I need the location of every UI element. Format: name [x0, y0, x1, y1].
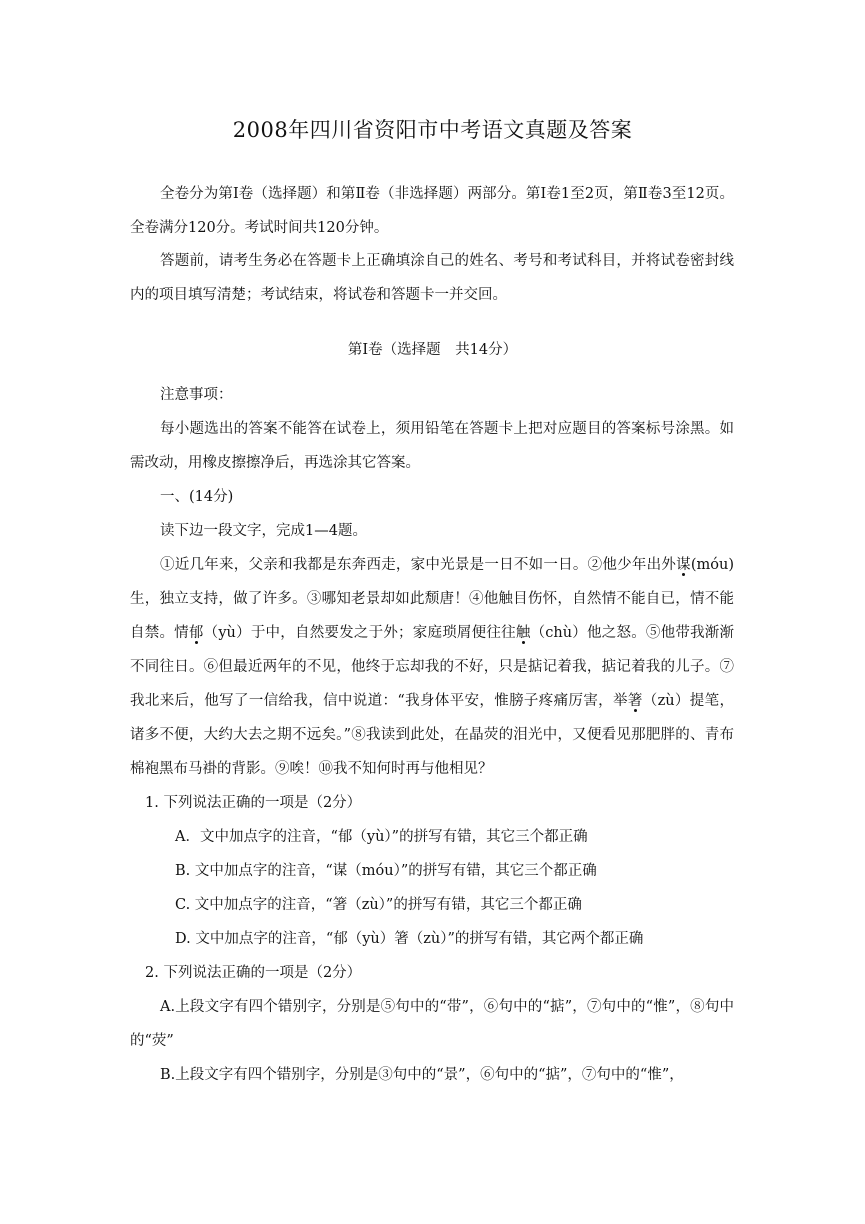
part-label: 一、(14分)	[160, 489, 234, 505]
intro-paragraph-1: 全卷分为第Ⅰ卷（选择题）和第Ⅱ卷（非选择题）两部分。第Ⅰ卷1至2页，第Ⅱ卷3至12页。全卷满分120分。考试时间共120分钟。	[130, 186, 734, 236]
passage-segment: （chù）他之怒。⑤他带我渐渐不同往日。⑥但最近两年的不见，他终于忘却我的不好，只是掂记着我，掂记着我的儿子。⑦我北来后，他写了一信给我，信中说道：“我身体平安，惟膀子疼痛厉害，举	[130, 625, 735, 709]
passage-segment: (móu)生，独立支持，做了许多。③哪知老景却如此颓唐！④他触目伤怀，自然情不能自已，情不能自禁。情	[130, 557, 735, 641]
passage-segment: ①近几年来，父亲和我都是东奔西走，家中光景是一日不如一日。②他少年出外	[160, 557, 677, 573]
passage-segment: （yù）于中，自然要发之于外；家庭琐屑便往往	[203, 625, 516, 641]
section-heading: 第Ⅰ卷（选择题 共14分）	[347, 342, 518, 358]
reading-instruction: 读下边一段文字，完成1—4题。	[160, 523, 367, 539]
dotted-character: 谋	[676, 557, 691, 573]
question-1-option-a: A．文中加点字的注音，“郁（yù）”的拼写有错，其它三个都正确	[175, 829, 588, 845]
notice-text: 每小题选出的答案不能答在试卷上，须用铅笔在答题卡上把对应题目的答案标号涂黑。如需改动，用橡皮擦擦净后，再选涂其它答案。	[130, 421, 734, 471]
document-title: 2008年四川省资阳市中考语文真题及答案	[232, 118, 633, 142]
question-2-option-b: B.上段文字有四个错别字，分别是③句中的“景”，⑥句中的“掂”，⑦句中的“惟”，	[160, 1067, 684, 1083]
question-1-option-d: D. 文中加点字的注音，“郁（yù）箸（zù）”的拼写有错，其它两个都正确	[175, 931, 644, 947]
question-1-option-b: B. 文中加点字的注音，“谋（móu）”的拼写有错，其它三个都正确	[175, 863, 597, 879]
dotted-character: 箸	[627, 693, 643, 709]
dotted-character: 郁	[188, 625, 204, 641]
passage-segment: （zù）提笔，诸多不便，大约大去之期不远矣。”⑧我读到此处，在晶荧的泪光中，又便看见那肥胖的、青布棉袍黑布马褂的背影。⑨唉！⑩我不知何时再与他相见？	[130, 693, 734, 777]
question-2-option-a: A.上段文字有四个错别字，分别是⑤句中的“带”，⑥句中的“掂”，⑦句中的“惟”，⑧句中的“荧”	[130, 999, 734, 1049]
notice-label: 注意事项：	[160, 387, 233, 403]
question-1-stem: 1. 下列说法正确的一项是（2分）	[145, 795, 362, 811]
question-2-stem: 2. 下列说法正确的一项是（2分）	[145, 965, 362, 981]
question-1-option-c: C. 文中加点字的注音，“箸（zù）”的拼写有错，其它三个都正确	[175, 897, 582, 913]
intro-paragraph-2: 答题前，请考生务必在答题卡上正确填涂自己的姓名、考号和考试科目，并将试卷密封线内的项目填写清楚；考试结束，将试卷和答题卡一并交回。	[130, 253, 734, 303]
reading-passage	[130, 548, 734, 786]
dotted-character: 触	[515, 625, 531, 641]
